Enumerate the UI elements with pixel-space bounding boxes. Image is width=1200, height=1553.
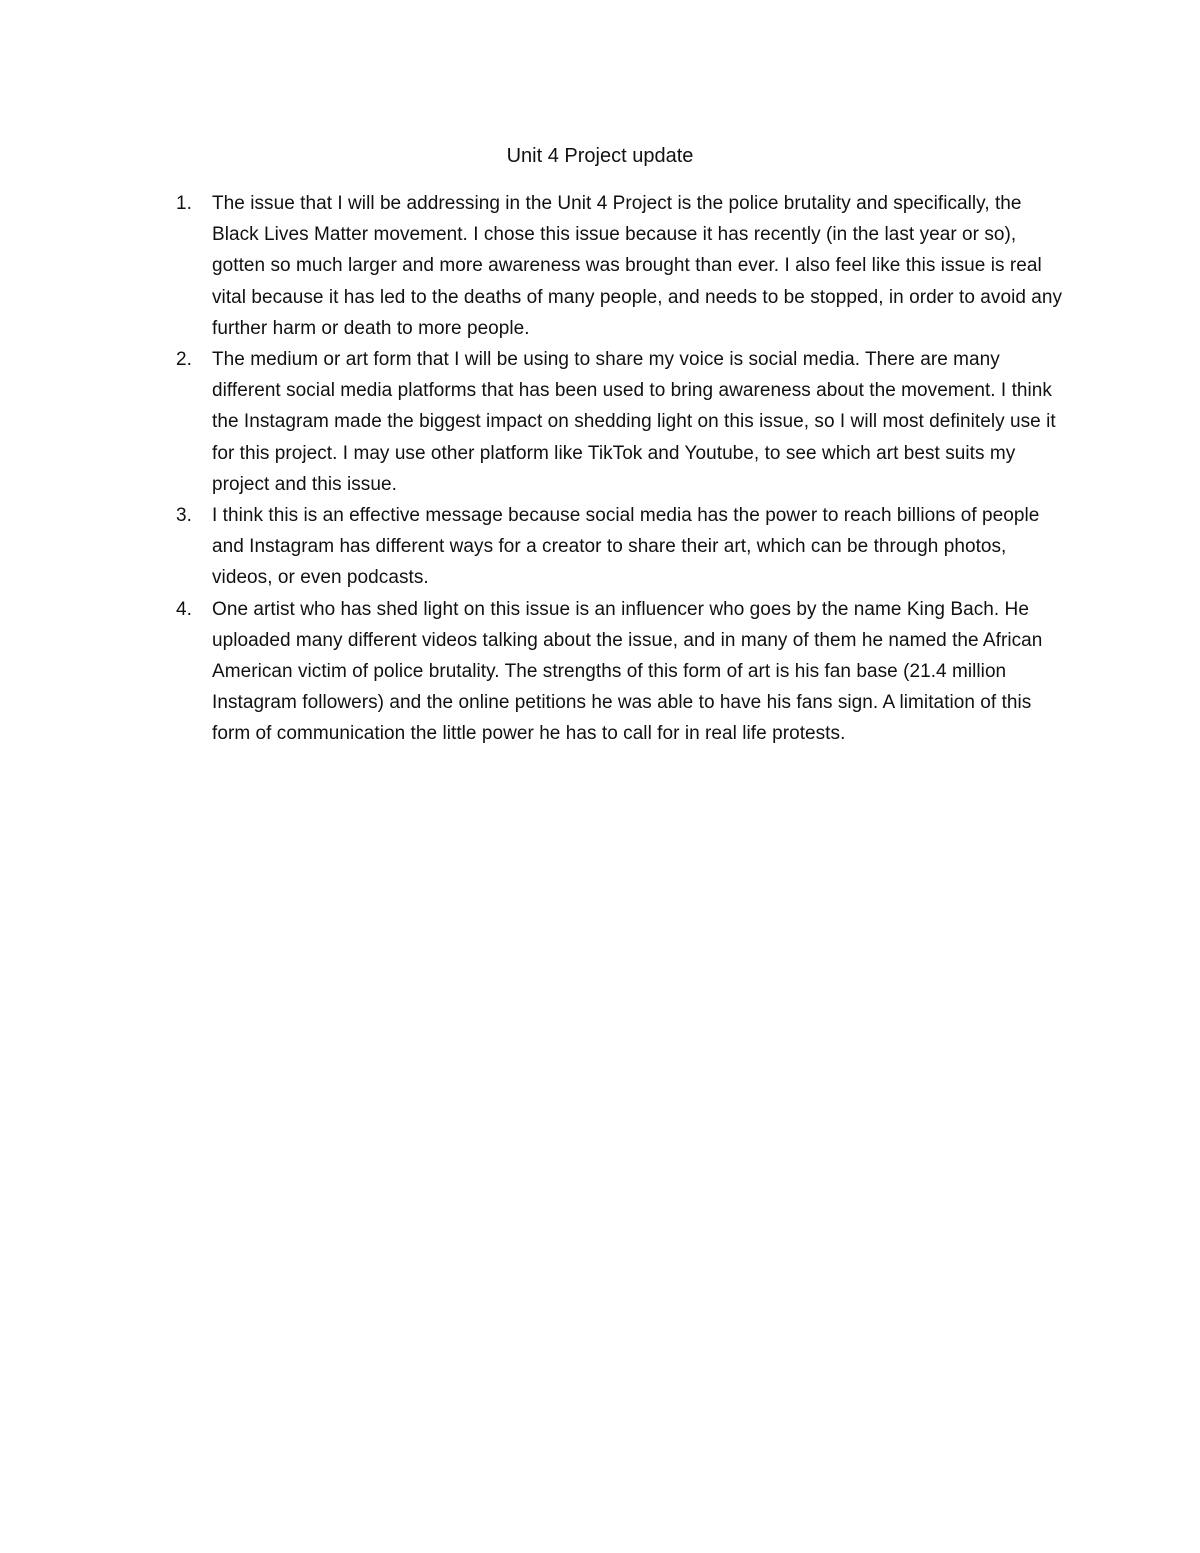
list-item-number: 3. [176,505,192,527]
list-item-number: 1. [176,193,192,214]
list-item [170,594,1070,750]
list-item [170,500,1070,594]
numbered-list [170,188,1070,750]
list-item [170,344,1070,500]
list-item-text: One artist who has shed light on this issue is an influencer who goes by the name King Bach. He uploaded many different videos talking about the issue, and in many of them he named the African American victim of police brutality. The strengths of this form of art is his fan base (21.4 million Instagram followers) and the online petitions he was able to have his fans sign. A limitation of this form of communication the little power he has to call for in real life protests. [212,598,1043,745]
list-item-text: The issue that I will be addressing in the Unit 4 Project is the police brutality and specifically, the Black Lives Matter movement. I chose this issue because it has recently (in the last year or so), gotten so much larger and more awareness was brought than ever. I also feel like this issue is real vital because it has led to the deaths of many people, and needs to be stopped, in order to avoid any further harm or death to more people. [212,193,1063,339]
list-item [170,188,1070,344]
list-item-text: The medium or art form that I will be using to share my voice is social media. There are many different social media platforms that has been used to bring awareness about the movement. I think the Instagram made the biggest impact on shedding light on this issue, so I will most definitely use it for this project. I may use other platform like TikTok and Youtube, to see which art best suits my project and this issue. [212,349,1056,495]
document-title: Unit 4 Project update [506,145,694,167]
list-item-number: 4. [176,598,192,620]
list-item-number: 2. [176,349,192,371]
list-item-text: I think this is an effective message because social media has the power to reach billions of people and Instagram has different ways for a creator to share their art, which can be through photos, videos, or even podcasts. [212,505,1040,589]
